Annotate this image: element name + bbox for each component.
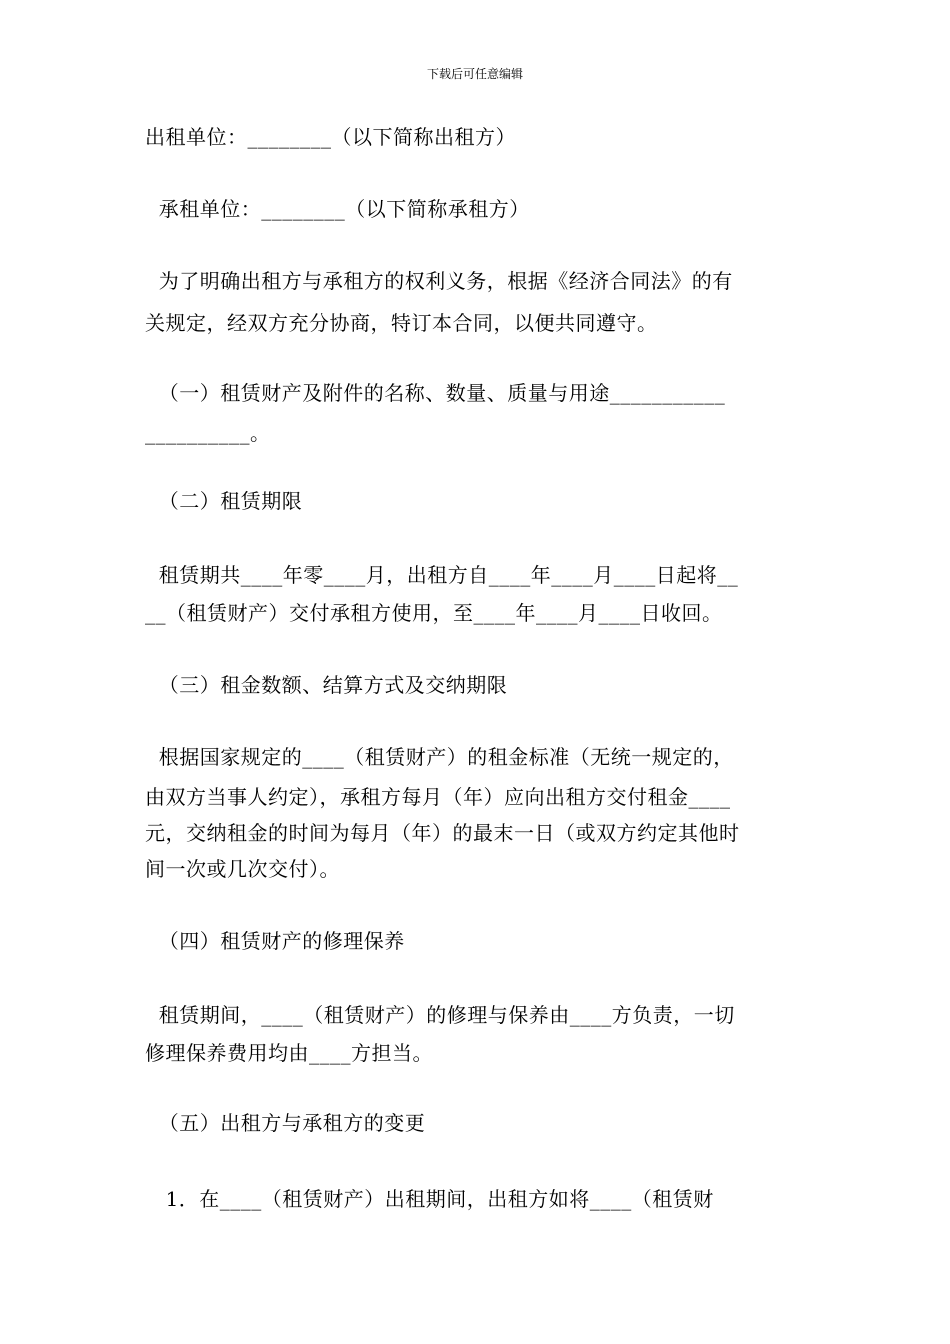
- change-clause-line-1: 1．在____（租赁财产）出租期间，出租方如将____（租赁财: [145, 1187, 714, 1211]
- section-3-heading: （三）租金数额、结算方式及交纳期限: [145, 673, 508, 697]
- rent-line-3: 元，交纳租金的时间为每月（年）的最末一日（或双方约定其他时: [145, 821, 740, 845]
- section-5-heading: （五）出租方与承租方的变更: [145, 1111, 426, 1135]
- section-1-heading-line-2: __________。: [145, 421, 271, 445]
- paragraph-purpose-line-1: 为了明确出租方与承租方的权利义务，根据《经济合同法》的有: [145, 269, 733, 293]
- rent-line-4: 间一次或几次交付）。: [145, 857, 340, 881]
- section-4-heading: （四）租赁财产的修理保养: [145, 929, 405, 953]
- rent-line-2: 由双方当事人约定），承租方每月（年）应向出租方交付租金____: [145, 785, 731, 809]
- page-header-note: 下载后可任意编辑: [426, 67, 523, 81]
- paragraph-lessee-unit: 承租单位：________（以下简称承租方）: [145, 197, 530, 221]
- paragraph-purpose-line-2: 关规定，经双方充分协商，特订本合同，以便共同遵守。: [145, 311, 658, 335]
- paragraph-lessor-unit: 出租单位：________（以下简称出租方）: [145, 125, 516, 149]
- section-1-heading-line-1: （一）租赁财产及附件的名称、数量、质量与用途___________: [145, 381, 726, 405]
- maintenance-line-1: 租赁期间，____（租赁财产）的修理与保养由____方负责，一切: [145, 1003, 735, 1027]
- lease-term-line-2: __（租赁财产）交付承租方使用，至____年____月____日收回。: [145, 601, 723, 625]
- lease-term-line-1: 租赁期共____年零____月，出租方自____年____月____日起将__: [145, 563, 739, 587]
- maintenance-line-2: 修理保养费用均由____方担当。: [145, 1041, 433, 1065]
- section-2-heading: （二）租赁期限: [145, 489, 303, 513]
- rent-line-1: 根据国家规定的____（租赁财产）的租金标准（无统一规定的，: [145, 745, 734, 769]
